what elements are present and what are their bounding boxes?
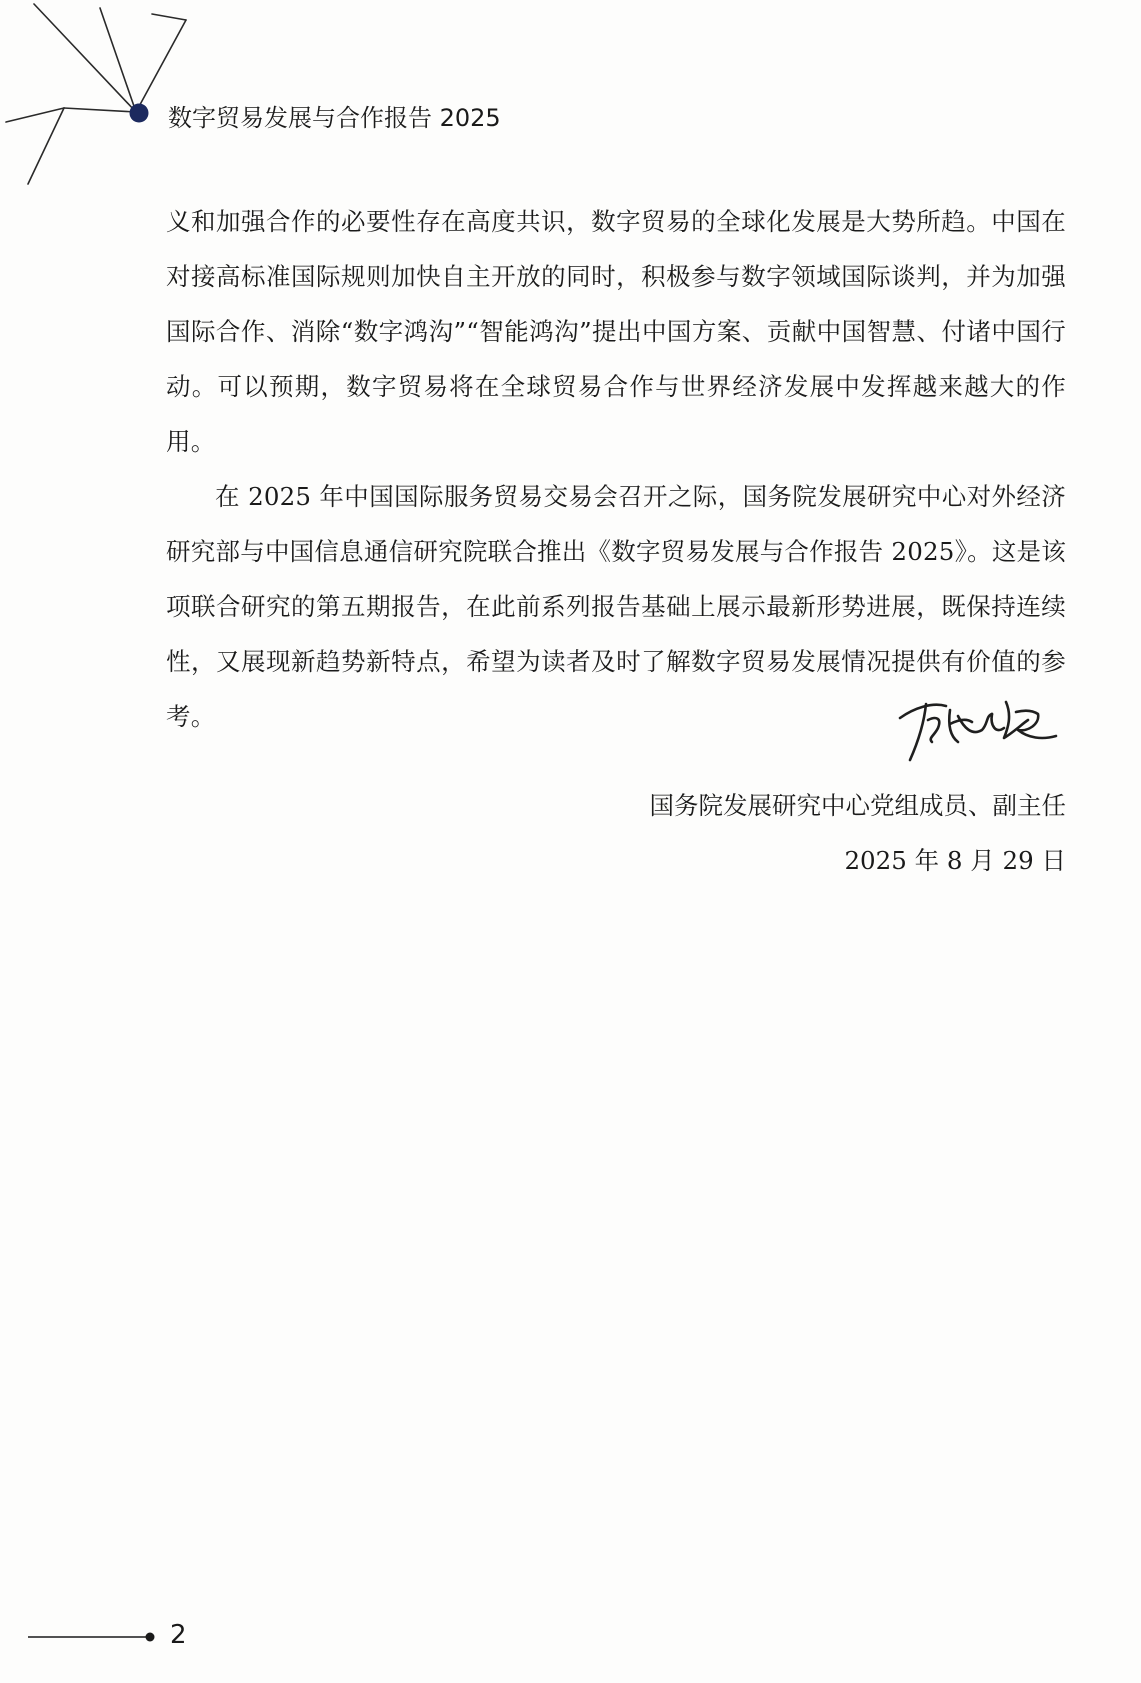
handwritten-signature bbox=[888, 680, 1068, 780]
accent-dot bbox=[130, 104, 149, 123]
sign-date: 2025 年 8 月 29 日 bbox=[844, 846, 1066, 875]
paragraph-1: 义和加强合作的必要性存在高度共识，数字贸易的全球化发展是大势所趋。中国在对接高标准国际规则加快自主开放的同时，积极参与数字领域国际谈判，并为加强国际合作、消除“数字鸿沟”“智能鸿沟”提出中国方案、贡献中国智慧、付诸中国行动。可以预期，数字贸易将在全球贸易合作与世界经济发展中发挥越来越大的作用。 bbox=[166, 207, 1066, 456]
body-text bbox=[166, 194, 1066, 744]
page-number: 2 bbox=[170, 1620, 187, 1650]
footer-rule-decoration bbox=[28, 1631, 158, 1643]
running-header-title: 数字贸易发展与合作报告 2025 bbox=[168, 104, 501, 132]
paragraph-2: 在 2025 年中国国际服务贸易交易会召开之际，国务院发展研究中心对外经济研究部与中国信息通信研究院联合推出《数字贸易发展与合作报告 2025》。这是该项联合研究的第五期报告，在此前系列报告基础上展示最新形势进展，既保持连续性，又展现新趋势新特点，希望为读者及时了解数字贸易发展情况提供有价值的参考。 bbox=[166, 482, 1066, 731]
signer-title: 国务院发展研究中心党组成员、副主任 bbox=[649, 791, 1066, 820]
